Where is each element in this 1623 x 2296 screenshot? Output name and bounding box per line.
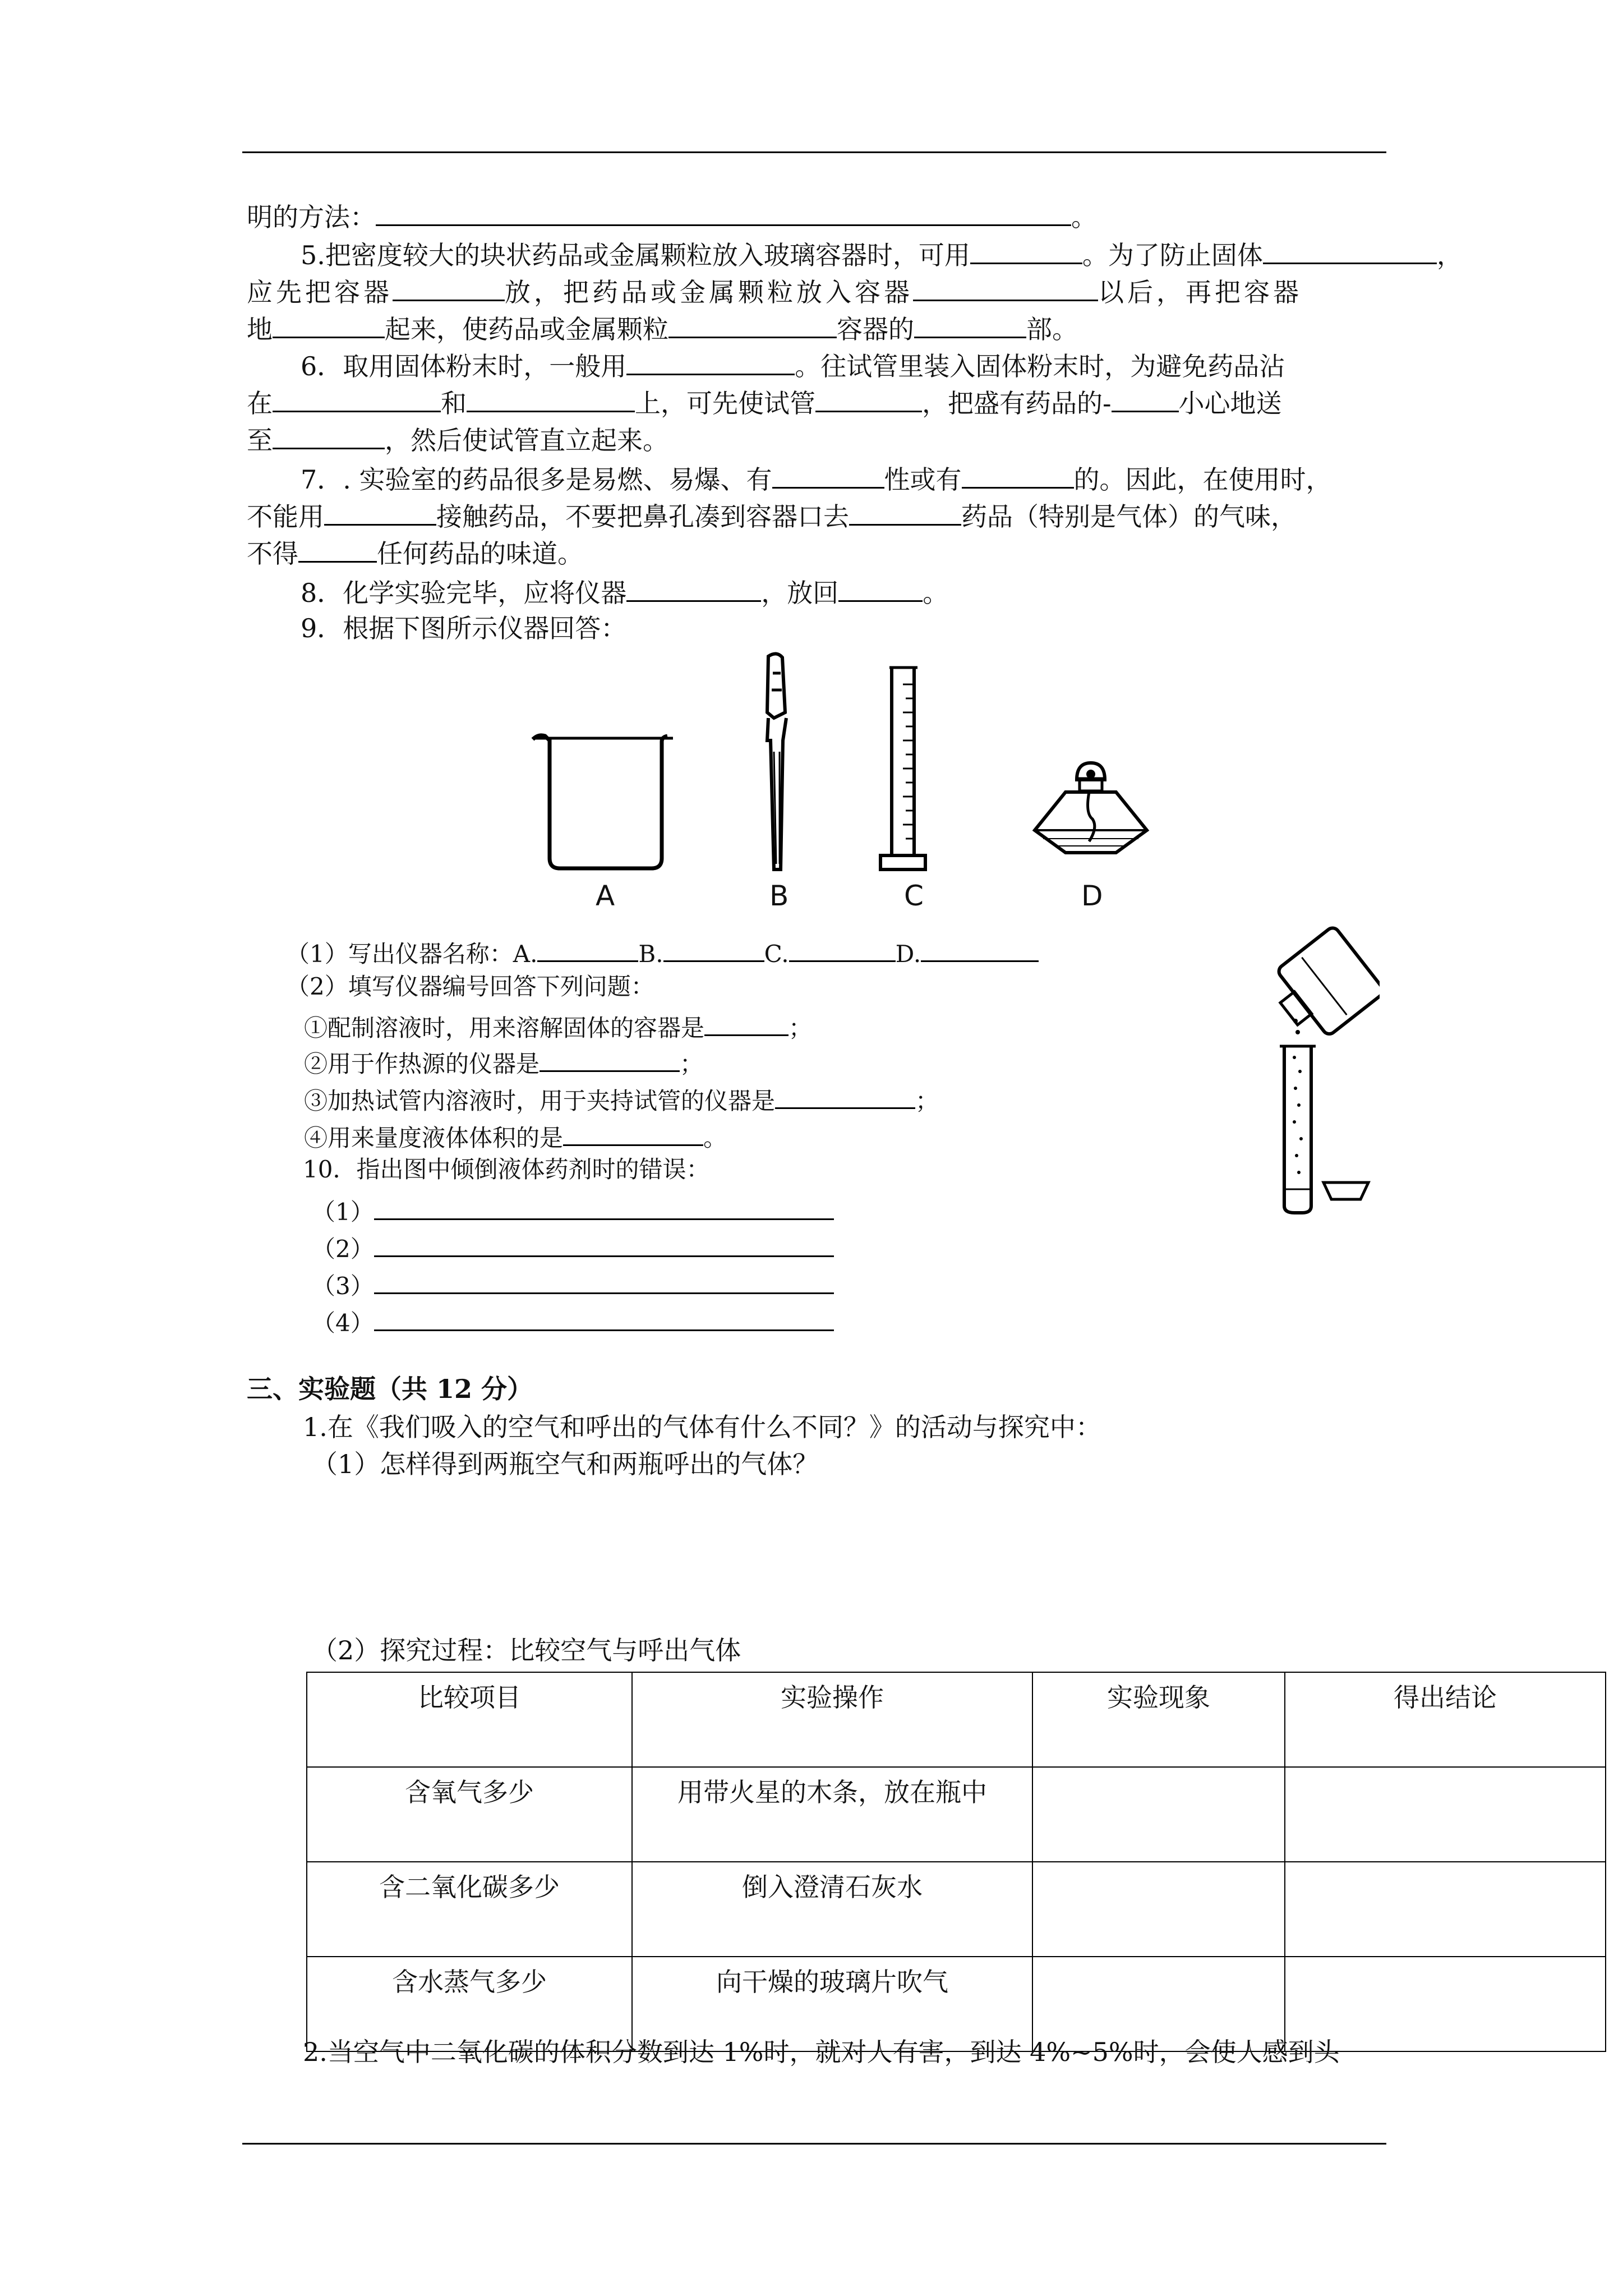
q9-s4-text: ④用来量度液体体积的是 (304, 1124, 564, 1152)
figure-label-d: D (1081, 880, 1103, 912)
s3-q1-part-1: （1）怎样得到两瓶空气和两瓶呼出的气体？ (312, 1449, 819, 1479)
answer-blank[interactable] (914, 310, 1026, 338)
q5-text: 5.把密度较大的块状药品或金属颗粒放入玻璃容器时，可用 (301, 240, 970, 270)
section-heading: 三、实验题（共 12 分） (247, 1374, 533, 1404)
answer-blank[interactable] (376, 197, 1071, 226)
answer-line[interactable] (374, 1266, 834, 1294)
q5-text: 。为了防止固体 (1082, 240, 1263, 270)
q9-s2-text: ②用于作热源的仪器是 (304, 1050, 540, 1078)
answer-blank[interactable] (273, 384, 441, 412)
figure-label-b: B (769, 880, 789, 912)
q4-tail-end: 。 (1071, 202, 1097, 232)
table-cell: 倒入澄清石灰水 (632, 1862, 1032, 1957)
q7-text: 任何药品的味道。 (377, 539, 583, 569)
table-cell: 向干燥的玻璃片吹气 (632, 1957, 1032, 2051)
q10-item-number: （4） (312, 1309, 374, 1337)
q5-text: ， (1436, 240, 1463, 270)
q10-title: 10．指出图中倾倒液体药剂时的错误： (303, 1156, 710, 1183)
q7-text: 7．. 实验室的药品很多是易燃、易爆、有 (301, 464, 772, 495)
table-header-cell: 比较项目 (307, 1672, 632, 1767)
q10-item (312, 1228, 834, 1266)
footer-rule (242, 2143, 1386, 2145)
q4-tail-line (247, 197, 1097, 234)
answer-blank[interactable] (772, 460, 884, 489)
q9-title: 9．根据下图所示仪器回答： (301, 613, 627, 643)
answer-blank[interactable] (273, 421, 385, 449)
q5-text: 以后，再把容器 (1098, 277, 1302, 307)
answer-blank[interactable] (921, 933, 1039, 962)
q6-text: 在 (247, 388, 273, 418)
q9-p1-text: （1）写出仪器名称： (286, 940, 513, 968)
q9-sub-4 (304, 1117, 727, 1154)
answer-blank[interactable] (668, 310, 837, 338)
q9-p1-text: A. (513, 940, 538, 968)
answer-blank[interactable] (789, 933, 896, 962)
q7-text: 药品（特别是气体）的气味， (961, 501, 1297, 532)
q5-line-1 (301, 236, 1463, 272)
q8-line (301, 573, 948, 610)
table-cell: 含二氧化碳多少 (307, 1862, 632, 1957)
answer-blank[interactable] (815, 384, 922, 412)
q9-s2-end: ； (680, 1050, 704, 1078)
q6-line-1 (301, 347, 1285, 383)
q5-text: 地 (247, 314, 273, 344)
answer-blank[interactable] (626, 347, 795, 375)
q8-text: 。 (923, 578, 949, 608)
answer-blank[interactable] (838, 573, 923, 602)
q9-sub-2 (304, 1043, 703, 1080)
q9-part-2: （2）填写仪器编号回答下列问题： (286, 973, 654, 1000)
q10-item-number: （2） (312, 1235, 374, 1263)
s3-q1: 1.在《我们吸入的空气和呼出的气体有什么不同？》的活动与探究中： (303, 1412, 1101, 1442)
s3-q1-part-2: （2）探究过程：比较空气与呼出气体 (312, 1635, 741, 1665)
q6-line-3 (247, 421, 668, 457)
q7-text: 不得 (247, 539, 298, 569)
q10-item-number: （1） (312, 1198, 374, 1226)
answer-blank[interactable] (273, 310, 385, 338)
q5-line-2 (247, 273, 1302, 309)
q9-sub-3 (304, 1080, 939, 1117)
table-row (307, 1767, 1606, 1862)
q6-text: ，然后使试管直立起来。 (385, 425, 668, 455)
q7-text: 接触药品，不要把鼻孔凑到容器口去 (436, 501, 849, 532)
answer-blank[interactable] (1263, 236, 1437, 264)
comparison-table (306, 1672, 1606, 2052)
answer-blank[interactable] (563, 1117, 703, 1146)
answer-line[interactable] (374, 1191, 834, 1220)
q9-s4-end: 。 (703, 1124, 727, 1152)
q6-line-2 (247, 384, 1282, 420)
answer-blank[interactable] (849, 497, 961, 526)
table-header-row (307, 1672, 1606, 1767)
graduated-cylinder-icon (875, 662, 937, 875)
q5-text: 容器的 (837, 314, 914, 344)
q10-item (312, 1303, 834, 1340)
answer-blank[interactable] (775, 1080, 915, 1109)
q5-line-3 (247, 310, 1078, 346)
answer-blank[interactable] (626, 573, 761, 602)
q6-text: 小心地送 (1178, 388, 1282, 418)
table-cell-answer[interactable] (1285, 1767, 1606, 1862)
q10-item-number: （3） (312, 1272, 374, 1300)
q6-text: 6．取用固体粉末时，一般用 (301, 351, 627, 381)
q5-text: 起来，使药品或金属颗粒 (385, 314, 668, 344)
q9-p1-text: D. (895, 940, 921, 968)
q7-line-3 (247, 534, 583, 570)
answer-blank[interactable] (663, 933, 764, 962)
table-cell: 含氧气多少 (307, 1767, 632, 1862)
answer-blank[interactable] (467, 384, 635, 412)
answer-blank[interactable] (540, 1043, 680, 1072)
q9-s1-text: ①配制溶液时，用来溶解固体的容器是 (304, 1014, 705, 1042)
q7-line-1 (301, 460, 1332, 496)
alcohol-lamp-icon (1026, 757, 1155, 869)
q9-p1-text: B. (638, 940, 663, 968)
q6-text: 和 (441, 388, 467, 418)
answer-blank[interactable] (962, 460, 1074, 489)
figure-label-c: C (904, 880, 924, 912)
answer-blank[interactable] (913, 273, 1098, 301)
figure-label-a: A (596, 880, 615, 912)
q8-text: 8．化学实验完毕，应将仪器 (301, 578, 627, 608)
q9-p1-text: C. (764, 940, 789, 968)
table-header-cell: 实验操作 (632, 1672, 1032, 1767)
table-cell-answer[interactable] (1032, 1862, 1285, 1957)
answer-blank[interactable] (298, 534, 377, 563)
table-header-cell: 得出结论 (1285, 1672, 1606, 1767)
q10-item (312, 1191, 834, 1228)
answer-blank[interactable] (970, 236, 1082, 264)
q6-text: 。往试管里装入固体粉末时，为避免药品沾 (795, 351, 1285, 381)
q9-s3-text: ③加热试管内溶液时，用于夹持试管的仪器是 (304, 1087, 776, 1115)
q4-tail-prefix: 明的方法： (247, 202, 376, 232)
q5-text: 部。 (1026, 314, 1078, 344)
answer-line[interactable] (374, 1228, 834, 1257)
table-row (307, 1862, 1606, 1957)
q10-item (312, 1266, 834, 1303)
q5-text: 应先把容器 (247, 277, 393, 307)
q5-text: 放，把药品或金属颗粒放入容器 (505, 277, 913, 307)
answer-blank[interactable] (537, 933, 638, 962)
q7-text: 的。因此，在使用时， (1073, 464, 1332, 495)
answer-blank[interactable] (1112, 384, 1179, 412)
beaker-icon (527, 729, 684, 875)
pouring-liquid-figure (1251, 926, 1380, 1217)
header-rule (242, 151, 1386, 153)
q9-part-1 (286, 933, 1039, 970)
q9-s1-end: ； (789, 1014, 813, 1042)
answer-blank[interactable] (704, 1007, 789, 1036)
s3-q2: 2.当空气中二氧化碳的体积分数到达 1%时，就对人有害，到达 4%~5%时，会使人感到头 (303, 2037, 1340, 2067)
answer-blank[interactable] (393, 273, 505, 301)
q7-text: 性或有 (884, 464, 962, 495)
q6-text: ，把盛有药品的- (922, 388, 1112, 418)
q6-text: 上，可先使试管 (635, 388, 815, 418)
q9-sub-1 (304, 1007, 812, 1045)
answer-line[interactable] (374, 1303, 834, 1331)
q8-text: ，放回 (761, 578, 839, 608)
q7-line-2 (247, 497, 1297, 533)
table-cell: 含水蒸气多少 (307, 1957, 632, 2051)
table-cell: 用带火星的木条，放在瓶中 (632, 1767, 1032, 1862)
table-cell-answer[interactable] (1285, 1862, 1606, 1957)
q9-s3-end: ； (915, 1087, 939, 1115)
table-header-cell: 实验现象 (1032, 1672, 1285, 1767)
table-cell-answer[interactable] (1032, 1767, 1285, 1862)
q6-text: 至 (247, 425, 273, 455)
q7-text: 不能用 (247, 501, 324, 532)
test-tube-holder-icon (757, 651, 796, 875)
answer-blank[interactable] (324, 497, 436, 526)
